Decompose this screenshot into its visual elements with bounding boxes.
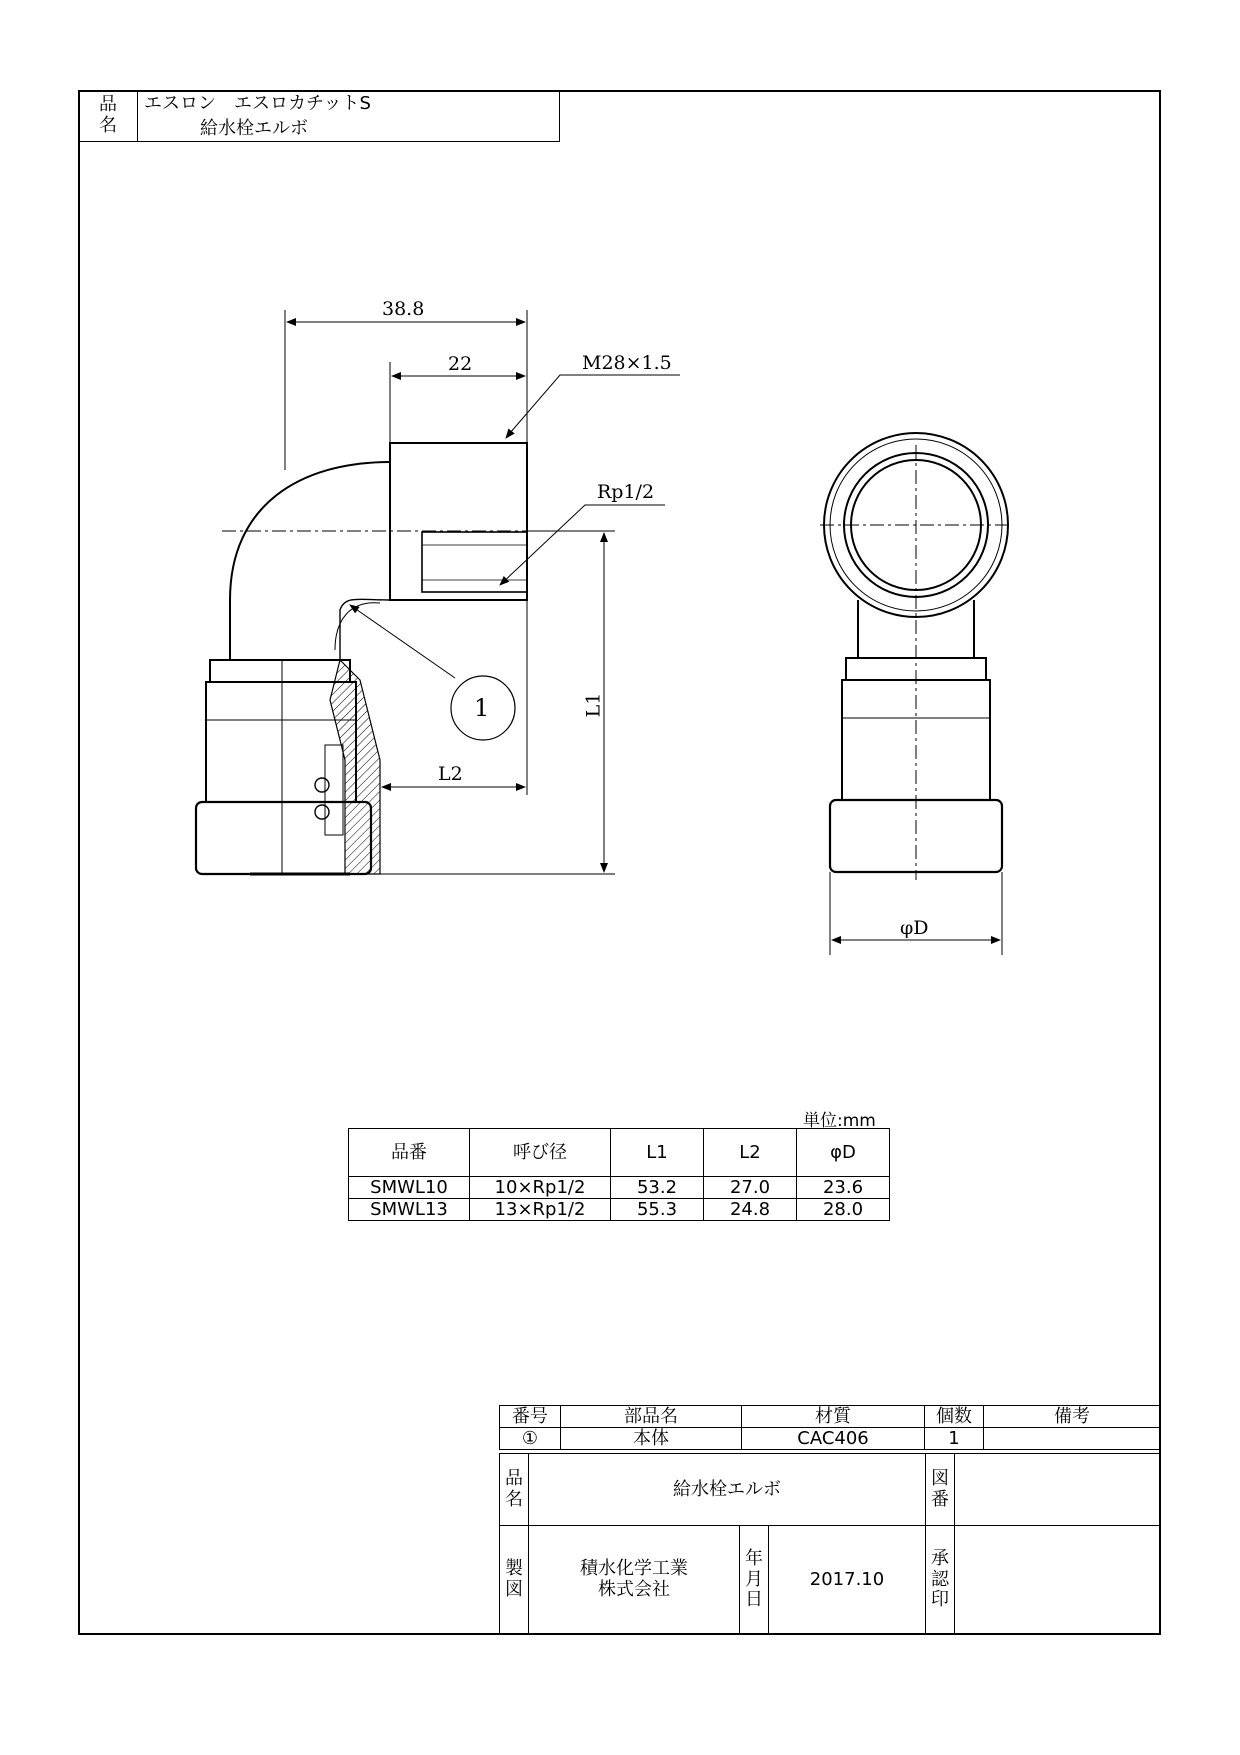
title-row-maker <box>500 1526 1161 1635</box>
spec-cell: 55.3 <box>611 1199 704 1221</box>
product-name-value: 給水栓エルボ <box>529 1454 926 1526</box>
dim-phiD-label: φD <box>900 917 929 939</box>
label-char: 製 <box>505 1558 523 1580</box>
title-row-name <box>500 1454 1161 1526</box>
spec-cell: 28.0 <box>797 1199 890 1221</box>
date-value: 2017.10 <box>769 1526 926 1635</box>
spec-table <box>348 1128 890 1221</box>
spec-header-cell: L2 <box>704 1129 797 1177</box>
spec-row <box>349 1199 890 1221</box>
date-label-cell <box>740 1526 769 1635</box>
parts-header-cell: 備考 <box>984 1406 1161 1428</box>
dim-overall-label: 38.8 <box>382 298 425 320</box>
parts-cell <box>984 1428 1161 1450</box>
drawing-no-label-cell <box>926 1454 955 1526</box>
spec-cell: SMWL13 <box>349 1199 470 1221</box>
label-char: 名 <box>505 1488 523 1510</box>
parts-cell: 1 <box>925 1428 984 1450</box>
label-char: 認 <box>931 1568 949 1590</box>
header-line1: エスロン エスロカチットS <box>138 91 560 117</box>
title-block <box>499 1453 1161 1635</box>
parts-cell: ① <box>500 1428 561 1450</box>
label-char: 年 <box>745 1547 763 1569</box>
spec-header-cell: φD <box>797 1129 890 1177</box>
parts-header-row <box>500 1406 1161 1428</box>
approval-value <box>955 1526 1161 1635</box>
maker-label-cell <box>500 1526 529 1635</box>
unit-label: 単位:mm <box>803 1111 876 1131</box>
maker-value <box>529 1526 740 1635</box>
name-label-char: 名 <box>99 115 117 136</box>
spec-cell: 10×Rp1/2 <box>470 1177 611 1199</box>
dim-L1-label: L1 <box>582 692 605 718</box>
spec-header-cell: L1 <box>611 1129 704 1177</box>
name-label-char: 品 <box>99 94 117 116</box>
label-char: 日 <box>745 1589 763 1611</box>
parts-table <box>499 1405 1161 1450</box>
name-label-cell <box>500 1454 529 1526</box>
spec-header-cell: 品番 <box>349 1129 470 1177</box>
thread-callout-label: M28×1.5 <box>582 352 672 374</box>
label-char: 図 <box>931 1467 949 1489</box>
parts-header-cell: 番号 <box>500 1406 561 1428</box>
header-line2: 給水栓エルボ <box>138 116 560 142</box>
parts-cell: 本体 <box>561 1428 742 1450</box>
dim-thread-length-label: 22 <box>448 353 473 375</box>
label-char: 品 <box>505 1467 523 1489</box>
spec-cell: 23.6 <box>797 1177 890 1199</box>
label-char: 承 <box>931 1547 949 1569</box>
parts-header-cell: 個数 <box>925 1406 984 1428</box>
spec-cell: 53.2 <box>611 1177 704 1199</box>
spec-cell: 24.8 <box>704 1199 797 1221</box>
maker-line2: 株式会社 <box>598 1579 670 1600</box>
spec-row <box>349 1177 890 1199</box>
label-char: 番 <box>931 1488 949 1510</box>
label-char: 印 <box>931 1589 949 1611</box>
label-char: 図 <box>505 1579 523 1600</box>
parts-cell: CAC406 <box>742 1428 925 1450</box>
parts-header-cell: 部品名 <box>561 1406 742 1428</box>
drawing-no-value <box>955 1454 1161 1526</box>
spec-cell: SMWL10 <box>349 1177 470 1199</box>
maker-line1: 積水化学工業 <box>580 1558 688 1580</box>
spec-header-row <box>349 1129 890 1177</box>
parts-header-cell: 材質 <box>742 1406 925 1428</box>
spec-header-cell: 呼び径 <box>470 1129 611 1177</box>
spec-cell: 27.0 <box>704 1177 797 1199</box>
approval-label-cell <box>926 1526 955 1635</box>
label-char: 月 <box>745 1568 763 1590</box>
dim-L2-label: L2 <box>438 763 463 785</box>
rp-callout-label: Rp1/2 <box>597 481 655 503</box>
spec-cell: 13×Rp1/2 <box>470 1199 611 1221</box>
parts-row <box>500 1428 1161 1450</box>
part-balloon-label: 1 <box>474 694 490 722</box>
